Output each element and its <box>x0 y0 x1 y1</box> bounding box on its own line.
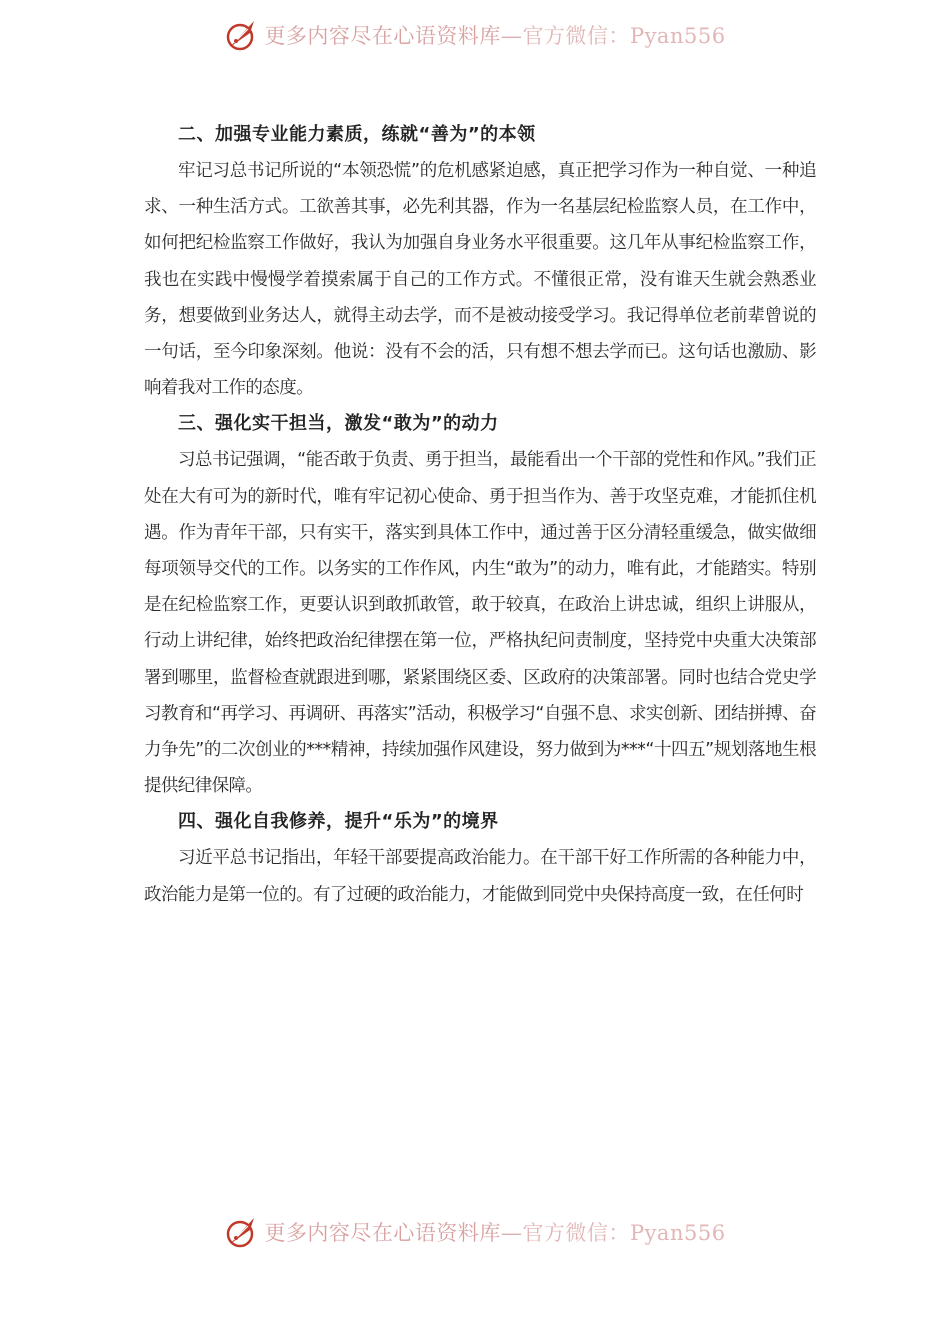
section-heading-2: 二、加强专业能力素质，练就“善为”的本领 <box>178 124 536 145</box>
section-heading-3: 三、强化实干担当，激发“敢为”的动力 <box>178 413 499 435</box>
quill-logo-icon <box>224 17 260 53</box>
section-paragraph-3: 习总书记强调，“能否敢于负责、勇于担当，最能看出一个干部的党性和作风。”我们正处在大有可为的新时代，唯有牢记初心使命、勇于担当作为、善于攻坚克难，才能抓住机遇。作为青年干部，只有实干，落实到具体工作中，通过善于区分清轻重缓急，做实做细每项领导交代的工作。以务实的工作作风，内生“敢为”的动力，唯有此，才能踏实。特别是在纪检监察工作，更要认识到敢抓敢管，敢于较真，在政治上讲忠诚，组织上讲服从，行动上讲纪律，始终把政治纪律摆在第一位，严格执纪问责制度，坚持党中央重大决策部署到哪里，监督检查就跟进到哪，紧紧围绕区委、区政府的决策部署。同时也结合党史学习教育和“再学习、再调研、再落实”活动，积极学习“自强不息、求实创新、团结拼搏、奋力争先”的二次创业的***精神，持续加强作风建设，努力做到为***“十四五”规划落地生根提供纪律保障。 <box>144 450 816 797</box>
section-paragraph-2: 牢记习总书记所说的“本领恐慌”的危机感紧迫感，真正把学习作为一种自觉、一种追求、一种生活方式。工欲善其事，必先利其器，作为一名基层纪检监察人员，在工作中，如何把纪检监察工作做好，我认为加强自身业务水平很重要。这几年从事纪检监察工作，我也在实践中慢慢学着摸索属于自己的工作方式。不懂很正常，没有谁天生就会熟悉业务，想要做到业务达人，就得主动去学，而不是被动接受学习。我记得单位老前辈曾说的一句话，至今印象深刻。他说：没有不会的活，只有想不想去学而已。这句话也激励、影响着我对工作的态度。 <box>144 161 816 399</box>
section-heading-4: 四、强化自我修养，提升“乐为”的境界 <box>178 811 499 833</box>
watermark-text: 更多内容尽在心语资料库—官方微信：Pyan556 <box>264 1221 726 1245</box>
header-watermark <box>0 15 950 55</box>
document-body <box>144 117 816 913</box>
quill-logo-icon <box>224 1214 260 1250</box>
watermark-text: 更多内容尽在心语资料库—官方微信：Pyan556 <box>264 24 726 48</box>
footer-watermark <box>0 1212 950 1252</box>
section-paragraph-4: 习近平总书记指出，年轻干部要提高政治能力。在干部干好工作所需的各种能力中，政治能力是第一位的。有了过硬的政治能力，才能做到同党中央保持高度一致，在任何时 <box>144 848 816 905</box>
